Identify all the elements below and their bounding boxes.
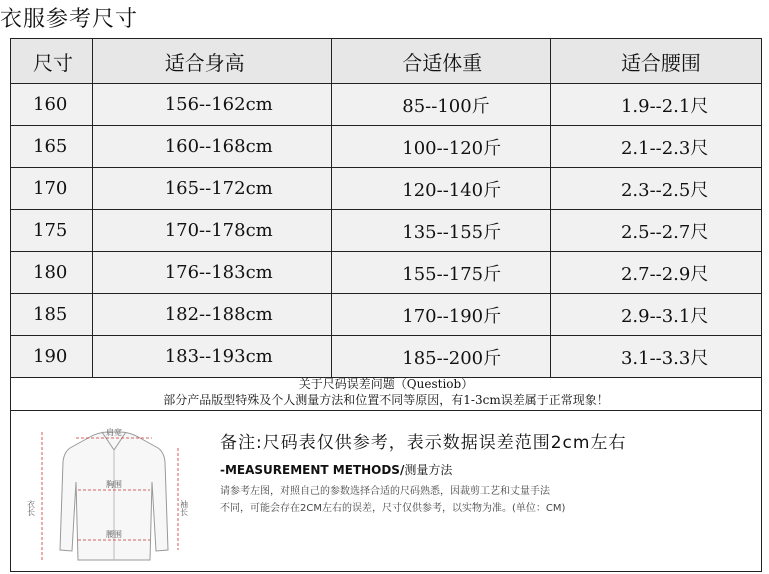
cell-size: 190 bbox=[11, 336, 93, 378]
waist-label: 腰围 bbox=[106, 530, 122, 539]
cell-weight: 120--140斤 bbox=[332, 168, 551, 210]
cell-weight: 170--190斤 bbox=[332, 294, 551, 336]
header-weight: 合适体重 bbox=[332, 39, 551, 84]
table-row bbox=[11, 210, 762, 252]
size-table bbox=[10, 38, 762, 378]
cell-weight: 100--120斤 bbox=[332, 126, 551, 168]
measurement-line-1: 请参考左图，对照自己的参数选择合适的尺码熟悉，因裁剪工艺和丈量手法 bbox=[220, 486, 550, 497]
garment-measurement-diagram bbox=[28, 420, 198, 570]
table-row bbox=[11, 294, 762, 336]
cell-size: 165 bbox=[11, 126, 93, 168]
table-row bbox=[11, 336, 762, 378]
cell-height: 170--178cm bbox=[92, 210, 332, 252]
cell-size: 160 bbox=[11, 84, 93, 126]
cell-weight: 155--175斤 bbox=[332, 252, 551, 294]
cell-waist: 1.9--2.1尺 bbox=[550, 84, 761, 126]
size-error-note bbox=[10, 373, 762, 411]
header-waist: 适合腰围 bbox=[550, 39, 761, 84]
cell-weight: 85--100斤 bbox=[332, 84, 551, 126]
cell-waist: 2.9--3.1尺 bbox=[550, 294, 761, 336]
sleeve-label: 袖长 bbox=[179, 500, 189, 516]
length-label: 衣长 bbox=[26, 500, 36, 516]
cell-weight: 185--200斤 bbox=[332, 336, 551, 378]
cell-size: 185 bbox=[11, 294, 93, 336]
header-size: 尺寸 bbox=[11, 39, 93, 84]
table-header-row bbox=[11, 39, 762, 84]
table-row bbox=[11, 84, 762, 126]
cell-waist: 3.1--3.3尺 bbox=[550, 336, 761, 378]
measurement-title-en: -MEASUREMENT METHODS/ bbox=[220, 463, 405, 477]
cell-waist: 2.1--2.3尺 bbox=[550, 126, 761, 168]
cell-waist: 2.5--2.7尺 bbox=[550, 210, 761, 252]
cell-height: 165--172cm bbox=[92, 168, 332, 210]
cell-size: 180 bbox=[11, 252, 93, 294]
measurement-title-cn: 测量方法 bbox=[404, 463, 453, 477]
table-row bbox=[11, 252, 762, 294]
measurement-title bbox=[220, 461, 452, 478]
note-line-1: 关于尺码误差问题（Questiob） bbox=[298, 377, 474, 391]
page-title: 衣服参考尺寸 bbox=[0, 7, 139, 32]
cell-weight: 135--155斤 bbox=[332, 210, 551, 252]
measurement-line-2: 不同，可能会存在2CM左右的误差，尺寸仅供参考，以实物为准。(单位：CM) bbox=[220, 503, 566, 514]
shoulder-label: 肩宽 bbox=[106, 428, 122, 437]
cell-height: 176--183cm bbox=[92, 252, 332, 294]
cell-height: 156--162cm bbox=[92, 84, 332, 126]
table-row bbox=[11, 126, 762, 168]
table-row bbox=[11, 168, 762, 210]
cell-height: 160--168cm bbox=[92, 126, 332, 168]
note-line-2: 部分产品版型特殊及个人测量方法和位置不同等原因，有1-3cm误差属于正常现象！ bbox=[163, 393, 609, 407]
cell-size: 170 bbox=[11, 168, 93, 210]
cell-size: 175 bbox=[11, 210, 93, 252]
remark-text: 备注:尺码表仅供参考，表示数据误差范围2cm左右 bbox=[220, 433, 627, 453]
chest-label: 胸围 bbox=[106, 480, 122, 489]
cell-height: 183--193cm bbox=[92, 336, 332, 378]
cell-height: 182--188cm bbox=[92, 294, 332, 336]
header-height: 适合身高 bbox=[92, 39, 332, 84]
cell-waist: 2.7--2.9尺 bbox=[550, 252, 761, 294]
cell-waist: 2.3--2.5尺 bbox=[550, 168, 761, 210]
